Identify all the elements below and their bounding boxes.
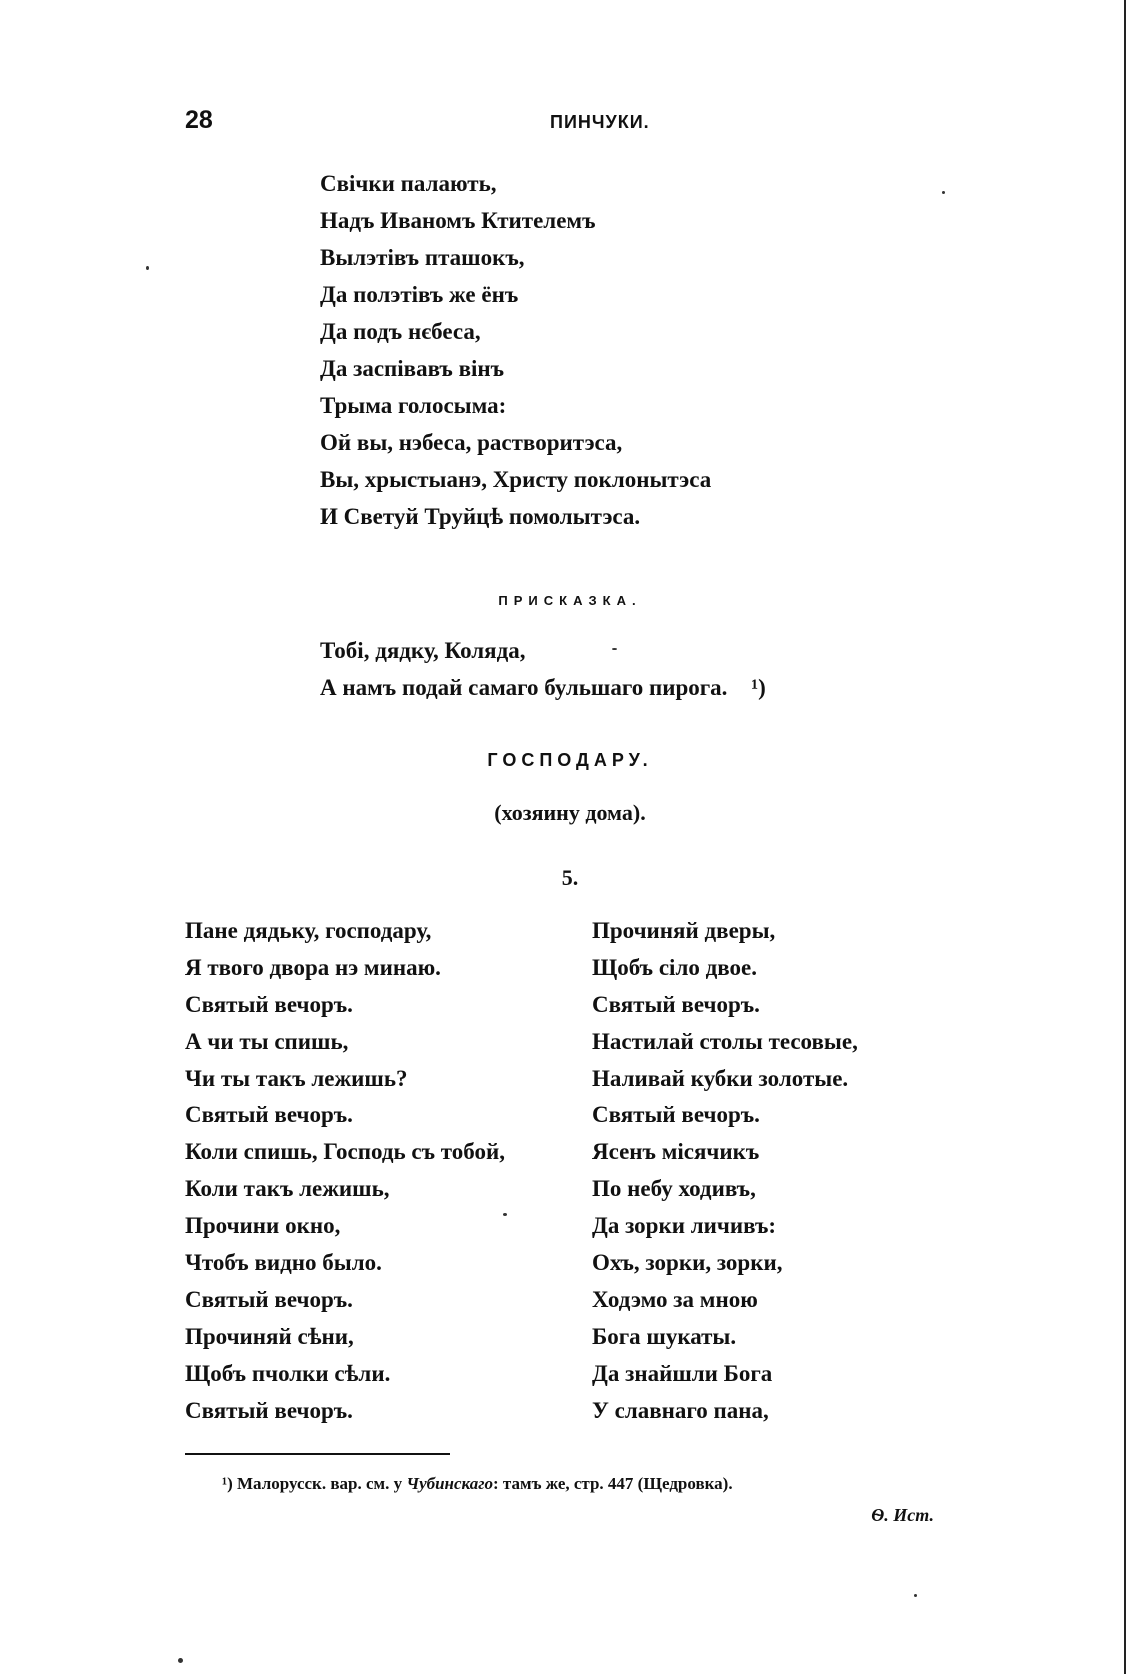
verse-line: У славнаго пана, [592,1397,769,1423]
print-speck [178,1658,183,1663]
section-heading: ГОСПОДАРУ. [487,750,653,770]
verse-line: Охъ, зорки, зорки, [592,1250,783,1276]
verse-line: Да подъ нєбеса, [320,319,481,344]
verse-line: Я твого двора нэ минаю. [185,954,441,980]
footnote-ref: ¹) [751,675,766,700]
verse-line: Ходэмо за мною [592,1286,758,1312]
verse-line: Коли спишь, Господь съ тобой, [185,1139,505,1165]
footnote-divider [185,1453,450,1455]
verse-line: Щобъ сіло двое. [592,954,757,980]
verse-line: Свічки палають, [320,171,497,196]
verse-line: Прочиняй сѣни, [185,1323,354,1349]
verse-line: Святый вечоръ. [185,1102,353,1128]
verse-line: По небу ходивъ, [592,1176,756,1202]
verse-line: Да зорки личивъ: [592,1213,777,1239]
verse-line: Чтобъ видно было. [185,1250,382,1276]
verse-line: Наливай кубки золотые. [592,1065,849,1091]
verse-line: Да заспівавъ вінъ [320,356,505,381]
page-number: 28 [185,106,213,134]
verse-line: Вы, хрыстыанэ, Христу поклонытэса [320,467,712,492]
footnote-signature: Ѳ. Ист. [871,1505,934,1525]
page-edge-line [1124,0,1126,1674]
verse-line: Щобъ пчолки сѣли. [185,1360,391,1386]
verse-line: Чи ты такъ лежишь? [185,1065,408,1091]
verse-line: Вылэтівъ пташокъ, [320,245,525,270]
verse-line: Трыма голосыма: [320,393,507,418]
verse-line [320,669,766,706]
verse-line: Святый вечоръ. [592,1102,760,1128]
verse-line: Тобі, дядку, Коляда, [320,638,526,663]
verse-line: Прочиняй дверы, [592,918,776,943]
verse-line: Святый вечоръ. [592,991,760,1017]
verse-line: Ой вы, нэбеса, растворитэса, [320,430,623,455]
footnote-author: Чубинскаго [406,1474,494,1493]
print-speck [942,191,945,194]
page-header [0,106,1140,146]
right-column [592,913,858,1429]
left-column [185,913,505,1429]
print-speck [146,266,149,270]
verse-line: Надъ Иваномъ Ктителемъ [320,208,596,233]
print-speck [503,1213,507,1216]
footnote-marker: ¹) [222,1474,233,1493]
running-title: ПИНЧУКИ. [550,112,650,132]
print-speck [612,648,617,650]
verse-line: Пане дядьку, господару, [185,918,432,943]
verse-line: А чи ты спишь, [185,1028,349,1054]
section-number: 5. [561,865,579,890]
footnote-text-before: Малорусск. вар. см. у [237,1474,403,1493]
footnote-text-after: : тамъ же, стр. 447 (Щедровка). [493,1474,733,1493]
verse-line: Коли такъ лежишь, [185,1176,390,1202]
verse-line: И Светуй Труйцѣ помолытэса. [320,504,641,529]
verse-top [320,165,711,535]
verse-line: Да полэтівъ же ёнъ [320,282,519,307]
verse-line: Бога шукаты. [592,1323,737,1349]
verse-line: Святый вечоръ. [185,991,353,1017]
priskazka-verse [320,632,766,706]
verse-line: Ясенъ місячикъ [592,1139,760,1165]
verse-line: Да знайшли Бога [592,1360,773,1386]
verse-line: Святый вечоръ. [185,1397,353,1423]
priskazka-heading: ПРИСКАЗКА. [498,593,642,608]
verse-line: Святый вечоръ. [185,1286,353,1312]
verse-line: Настилай столы тесовые, [592,1028,858,1054]
verse-line: Прочини окно, [185,1213,341,1239]
footnote [222,1474,733,1494]
section-subheading: (хозяину дома). [494,800,646,825]
print-speck [914,1594,917,1597]
verse-line-text: А намъ подай самаго бульшаго пирога. [320,675,728,700]
